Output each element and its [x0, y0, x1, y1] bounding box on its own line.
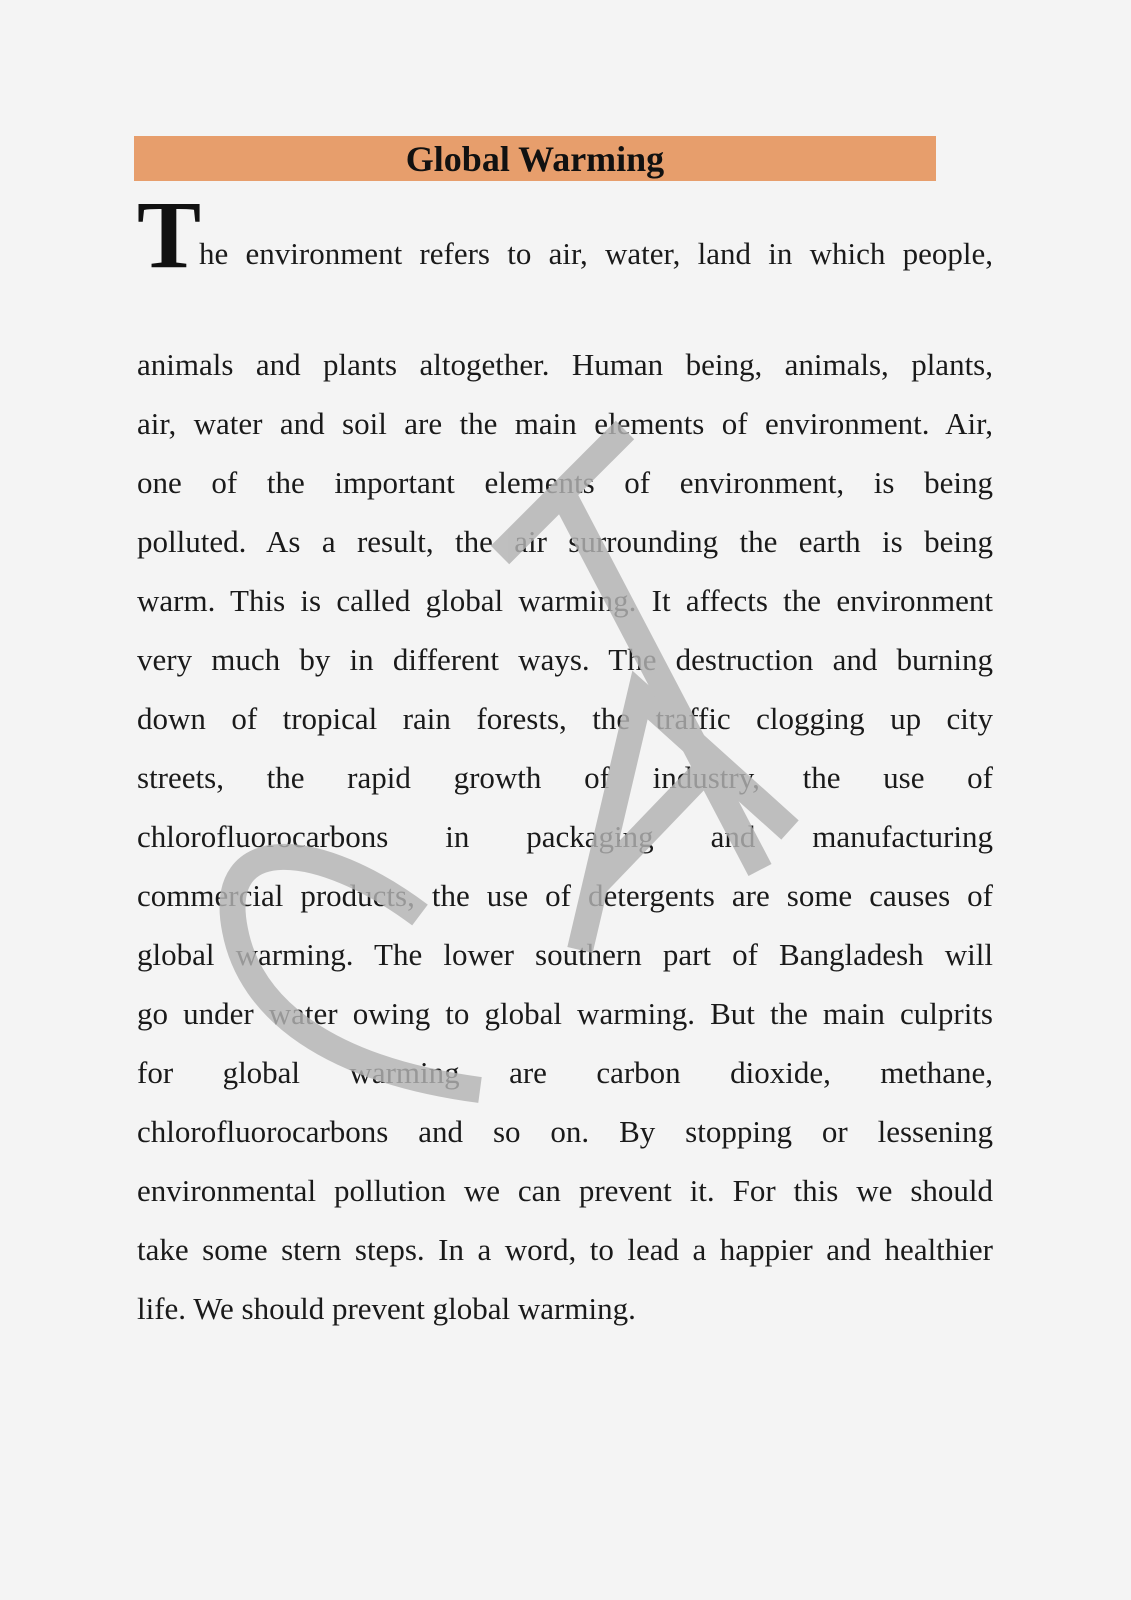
text-line: streets, the rapid growth of industry, the use of	[137, 760, 993, 795]
text-line: life. We should prevent global warming.	[137, 1291, 636, 1326]
text-line: go under water owing to global warming. But the main culprits	[137, 996, 993, 1031]
text-line: polluted. As a result, the air surrounding the earth is being	[137, 524, 993, 559]
first-line	[137, 181, 993, 288]
text-line: for global warming are carbon dioxide, methane,	[137, 1055, 993, 1090]
text-line: warm. This is called global warming. It affects the environment	[137, 583, 993, 618]
text-line: one of the important elements of environment, is being	[137, 465, 993, 500]
text-line: commercial products, the use of detergents are some causes of	[137, 878, 993, 913]
text-line: air, water and soil are the main elements of environment. Air,	[137, 406, 993, 441]
text-line: environmental pollution we can prevent it. For this we should	[137, 1173, 993, 1208]
page-title: Global Warming	[405, 139, 665, 179]
text-line: very much by in different ways. The destruction and burning	[137, 642, 993, 677]
first-line-text: he environment refers to air, water, land in which people,	[199, 236, 993, 271]
text-line: chlorofluorocarbons and so on. By stopping or lessening	[137, 1114, 993, 1149]
body-paragraph	[137, 335, 993, 1338]
drop-cap: T	[137, 181, 202, 288]
text-line: chlorofluorocarbons in packaging and manufacturing	[137, 819, 993, 854]
text-line: global warming. The lower southern part of Bangladesh will	[137, 937, 993, 972]
text-line: animals and plants altogether. Human being, animals, plants,	[137, 347, 993, 382]
text-line: take some stern steps. In a word, to lead a happier and healthier	[137, 1232, 993, 1267]
title-bar	[134, 136, 936, 181]
text-line: down of tropical rain forests, the traffic clogging up city	[137, 701, 993, 736]
